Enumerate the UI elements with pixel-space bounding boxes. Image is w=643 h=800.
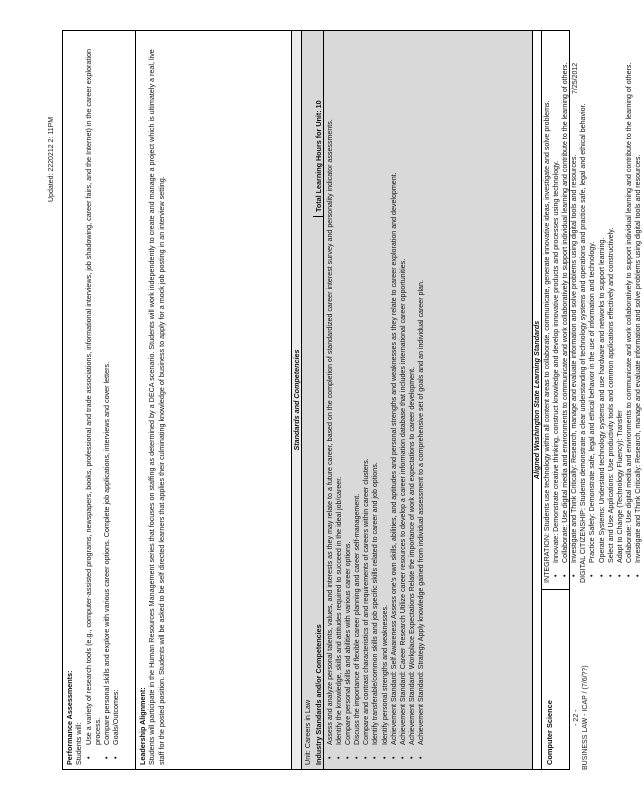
bullet-icon: • [570, 574, 579, 577]
bullet-icon: • [326, 756, 334, 759]
list-item: • Compare personal skills and explore with various career options. Complete job applications, interviews and cover letters. [102, 361, 112, 759]
digital-citizenship-text: DIGITAL CITIZENSHIP: Students demonstrate a clear understanding of technology systems and operations and practice safe, legal and ethical behavior. [579, 103, 588, 583]
list-item: • Practice Safety: Demonstrate safe, legal and ethical behavior in the use of information and technology. [588, 241, 597, 577]
performance-heading: Performance Assessments: [65, 670, 74, 765]
bullet-icon: • [624, 574, 633, 577]
standards-bar: Standards and Competencies [291, 31, 302, 769]
list-item: • Operate Systems: Understand technology systems and use hardware and networks to support learning. [597, 237, 606, 577]
computer-science-label: Computer Science [542, 589, 569, 769]
bullet-icon: • [83, 756, 93, 759]
computer-science-standards [543, 35, 643, 583]
leadership-heading: Leadership Alignment: [138, 687, 147, 765]
performance-assessments-section [63, 31, 123, 769]
performance-intro: Students will: [74, 722, 84, 765]
bullet-icon: • [606, 574, 615, 577]
bullet-icon: • [633, 574, 642, 577]
bullet-icon: • [588, 574, 597, 577]
list-item: • Goals/Outcomes: [111, 689, 121, 759]
list-item: • Investigate and Think Critically: Research, manage and evaluate information and solve problems using digital tools and resources. [633, 154, 642, 577]
list-item: • Achievement Standard: Self Awareness Assess one's own skills, abilities, and aptitudes and personal strengths and weaknesses as they relate to career exploration and development. [389, 172, 398, 759]
list-item: • Compare personal skills and abilities with various career options. [344, 541, 353, 759]
list-item: • Achievement Standard: Strategy Apply knowledge gained from individual assessment to a comprehensive set of goals and an individual career plan. [416, 280, 425, 759]
bullet-icon: • [344, 756, 353, 759]
updated-timestamp: Updated: 2220212 2: 11PM [48, 116, 55, 202]
bullet-icon: • [615, 574, 624, 577]
washington-standards-bar: Aligned Washington State Learning Standards [532, 31, 542, 769]
bullet-icon: • [407, 756, 416, 759]
bullet-icon: • [398, 756, 407, 759]
bullet-icon: • [102, 756, 112, 759]
bullet-icon: • [552, 574, 561, 577]
bullet-icon: • [335, 756, 344, 759]
bullet-icon: • [561, 574, 570, 577]
bullet-icon: • [353, 756, 362, 759]
list-item: • Identify personal strengths and weaknesses. [380, 605, 389, 759]
bullet-icon: • [389, 756, 398, 759]
industry-standards-list [326, 35, 426, 765]
list-item: • Innovate: Demonstrate creative thinking, construct knowledge and develop innovative products and processes using technology. [552, 160, 561, 577]
integration-text: INTEGRATION: Students use technology within all content areas to collaborate, communicate, generate innovative ideas, investigate and solve problems. [543, 100, 551, 583]
list-item: • Collaborate: Use digital media and environments to communicate and work collaboratively to support individual learning and contribute to the learning of others. [561, 62, 570, 577]
bullet-icon: • [362, 756, 371, 759]
bullet-icon: • [371, 756, 380, 759]
list-item: • Achievement Standard: Career Research Utilize career resources to develop a career information database that includes international career opportunities. [398, 258, 407, 759]
list-item: • Identify the knowledge, skills and attitudes required to succeed in the ideal job/career. [335, 476, 344, 759]
list-item: • Achievement Standard: Workplace Expectations Relate the importance of work and expectations to career development. [407, 366, 416, 759]
total-learning-hours: Total Learning Hours for Unit: 10 [313, 31, 324, 217]
list-item: • Compare and contrast characteristics of and requirements of careers within career clusters. [362, 458, 371, 759]
course-label: BUSINESS LAW - ICAP / (7/6/??) [582, 665, 589, 770]
leadership-text: Students will participate in the Human Resources Management series that focuses on staffing as determined by a DECA scenario. Students will work independently to create and manage a project which is ultimately a real, live staff for the posted position. Students will be asked to be self directed learners that applies their culminating knowledge of business to apply for a mock job posting in an interview setting. [147, 49, 166, 765]
footer-date: 7/25/2012 [572, 62, 579, 94]
list-item: • Use a variety of research tools (e.g., computer-assisted programs, newspapers, books, professional and trade associations, informational interviews, job shadowing, career fairs, and the Internet) in the career exploration process. [83, 49, 102, 759]
list-item: • Select and Use Applications: Use productivity tools and common applications effectively and constructively. [606, 227, 615, 577]
footer-page-info [572, 665, 590, 770]
list-item: • Discuss the importance of flexible career planning and career self-management. [353, 493, 362, 759]
list-item: • Collaborate: Use digital media and environments to communicate and work collaboratively to support individual learning and contribute to the learning of others. [624, 62, 633, 577]
bullet-icon: • [380, 756, 389, 759]
leadership-alignment-section [135, 31, 168, 769]
industry-column-heading: Industry Standards and/or Competencies [313, 31, 324, 769]
list-item: • Assess and analyze personal talents, values, and interests as they may relate to a future career, based on the completion of standardized career interest survey and personality indicator assessments. [326, 119, 334, 759]
list-item: • Identify transferable/common skills and job specific skills related to career and job options. [371, 462, 380, 759]
page-number: - 22 - [573, 709, 580, 726]
bullet-icon: • [111, 756, 121, 759]
unit-title: Unit: Careers in Law [303, 699, 312, 765]
list-item: • Investigate and Think Critically: Research, manage and evaluate information and solve problems using digital tools and resources. [570, 154, 579, 577]
list-item: • Adapt to Change (Technology Fluency): Transfer [615, 410, 624, 577]
bullet-icon: • [597, 574, 606, 577]
bullet-icon: • [416, 756, 425, 759]
